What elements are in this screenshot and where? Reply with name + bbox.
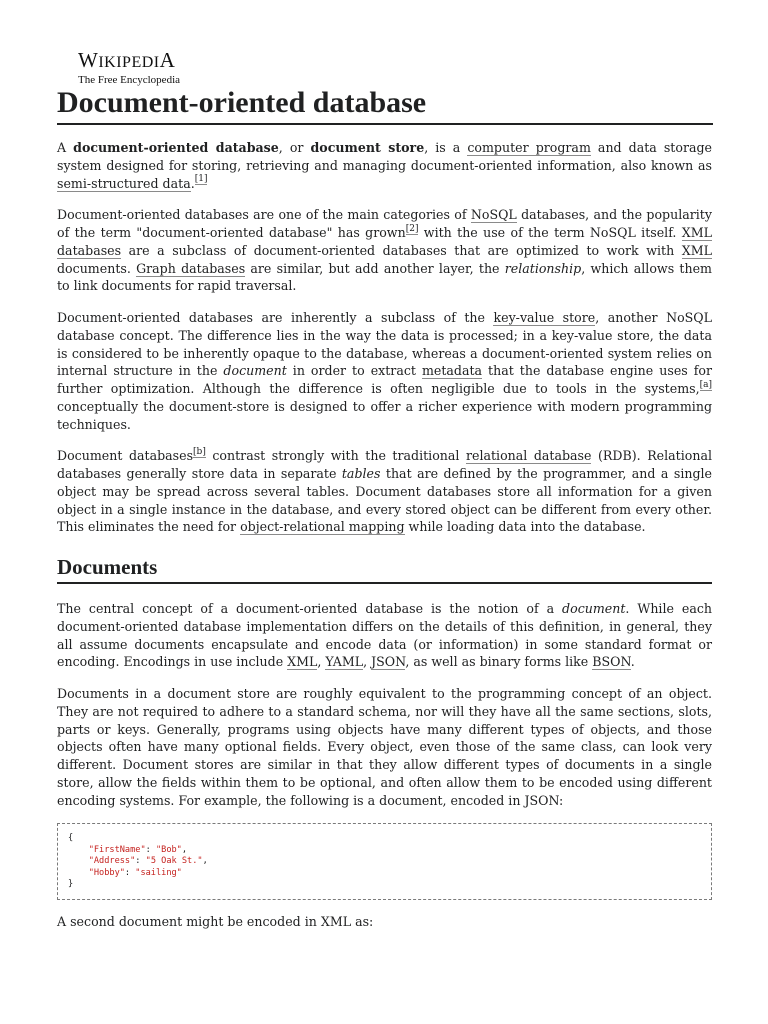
link-bson[interactable]: BSON xyxy=(592,654,631,670)
link-key-value-store[interactable]: key-value store xyxy=(493,310,596,325)
intro-paragraph-1: A document-oriented database, or document store, is a computer program and data storage system designed for storing, retrieving and managing document-oriented information, also known as semi-structured data.[1] xyxy=(57,140,712,191)
documents-paragraph-1: The central concept of a document-oriented database is the notion of a document. While each document-oriented database implementation differs on the details of this definition, in general, they all assume documents encapsulate and encode data (or information) in some standard format or encoding. Encodings in use include XML, YAML, JSON, as well as binary forms like BSON. xyxy=(57,601,713,670)
citation-2[interactable]: [2] xyxy=(405,223,419,234)
code-close-brace: } xyxy=(68,879,74,890)
link-json[interactable]: JSON xyxy=(371,654,406,670)
link-graph-databases[interactable]: Graph databases xyxy=(136,260,246,276)
citation-1[interactable]: [1] xyxy=(194,174,208,185)
wikipedia-logo[interactable] xyxy=(78,50,180,87)
code-value: "sailing" xyxy=(135,867,182,878)
link-xml[interactable]: XML xyxy=(681,242,712,258)
intro-paragraph-2: Document-oriented databases are one of the main categories of NoSQL databases, and the popularity of the term "document-oriented database" has grown[2] with the use of the term NoSQL itself. XML databases are a subclass of document-oriented databases that are optimized to work with XML documents. Graph databases are similar, but add another layer, the relationship, which allows them to link documents for rapid traversal. xyxy=(57,207,712,294)
code-open-brace: { xyxy=(68,833,74,844)
code-key: "FirstName" xyxy=(88,844,146,855)
section-heading-documents: Documents xyxy=(57,554,712,584)
intro-paragraph-4: Document databases[b] contrast strongly with the traditional relational database (RDB). Relational databases generally store data in separate tables that are defined by the programmer, and a single object may be spread across several tables. Document databases store all information for a given object in a single instance in the database, and every stored object can be different from every other. This eliminates the need for object-relational mapping while loading data into the database. xyxy=(57,446,712,535)
link-computer-program[interactable]: computer program xyxy=(467,140,591,155)
article-body xyxy=(57,139,712,945)
code-key: "Address" xyxy=(88,856,136,867)
json-code-block: { "FirstName": "Bob", "Address": "5 Oak St.", "Hobby": "sailing" } xyxy=(57,823,712,900)
logo-tagline: The Free Encyclopedia xyxy=(78,74,181,86)
link-relational-database[interactable]: relational database xyxy=(465,448,592,464)
link-object-relational-mapping[interactable]: object-relational mapping xyxy=(240,519,405,535)
link-yaml[interactable]: YAML xyxy=(325,654,364,670)
code-value: "Bob" xyxy=(155,844,182,855)
link-semi-structured-data[interactable]: semi-structured data xyxy=(57,175,191,191)
documents-paragraph-3: A second document might be encoded in XML as: xyxy=(57,913,374,929)
page-title: Document-oriented database xyxy=(57,84,713,125)
note-b[interactable]: [b] xyxy=(193,446,206,457)
link-metadata[interactable]: metadata xyxy=(421,363,483,379)
link-xml-2[interactable]: XML xyxy=(287,654,318,670)
code-key: "Hobby" xyxy=(88,867,125,878)
intro-paragraph-3: Document-oriented databases are inherently a subclass of the key-value store, another NoSQL database concept. The difference lies in the way the data is processed; in a key-value store, the data is considered to be inherently opaque to the database, whereas a document-oriented system relies on internal structure in the document in order to extract metadata that the database engine uses for further optimization. Although the difference is often negligible due to tools in the systems,[a] conceptually the document-store is designed to offer a richer experience with modern programming techniques. xyxy=(57,310,712,432)
link-xml-databases[interactable]: XML databases xyxy=(57,225,712,258)
logo-wordmark: WIKIPEDIA xyxy=(78,48,176,72)
code-value: "5 Oak St." xyxy=(145,856,203,867)
link-nosql[interactable]: NoSQL xyxy=(470,207,517,223)
documents-paragraph-2: Documents in a document store are roughly equivalent to the programming concept of an object. They are not required to adhere to a standard schema, nor will they have all the same sections, slots, parts or keys. Generally, programs using objects have many different types of objects, and those objects often have many optional fields. Every object, even those of the same class, can look very different. Document stores are similar in that they allow different types of documents in a single store, allow the fields within them to be optional, and often allow them to be encoded using different encoding systems. For example, the following is a document, encoded in JSON: xyxy=(57,686,712,808)
note-a[interactable]: [a] xyxy=(699,379,712,390)
